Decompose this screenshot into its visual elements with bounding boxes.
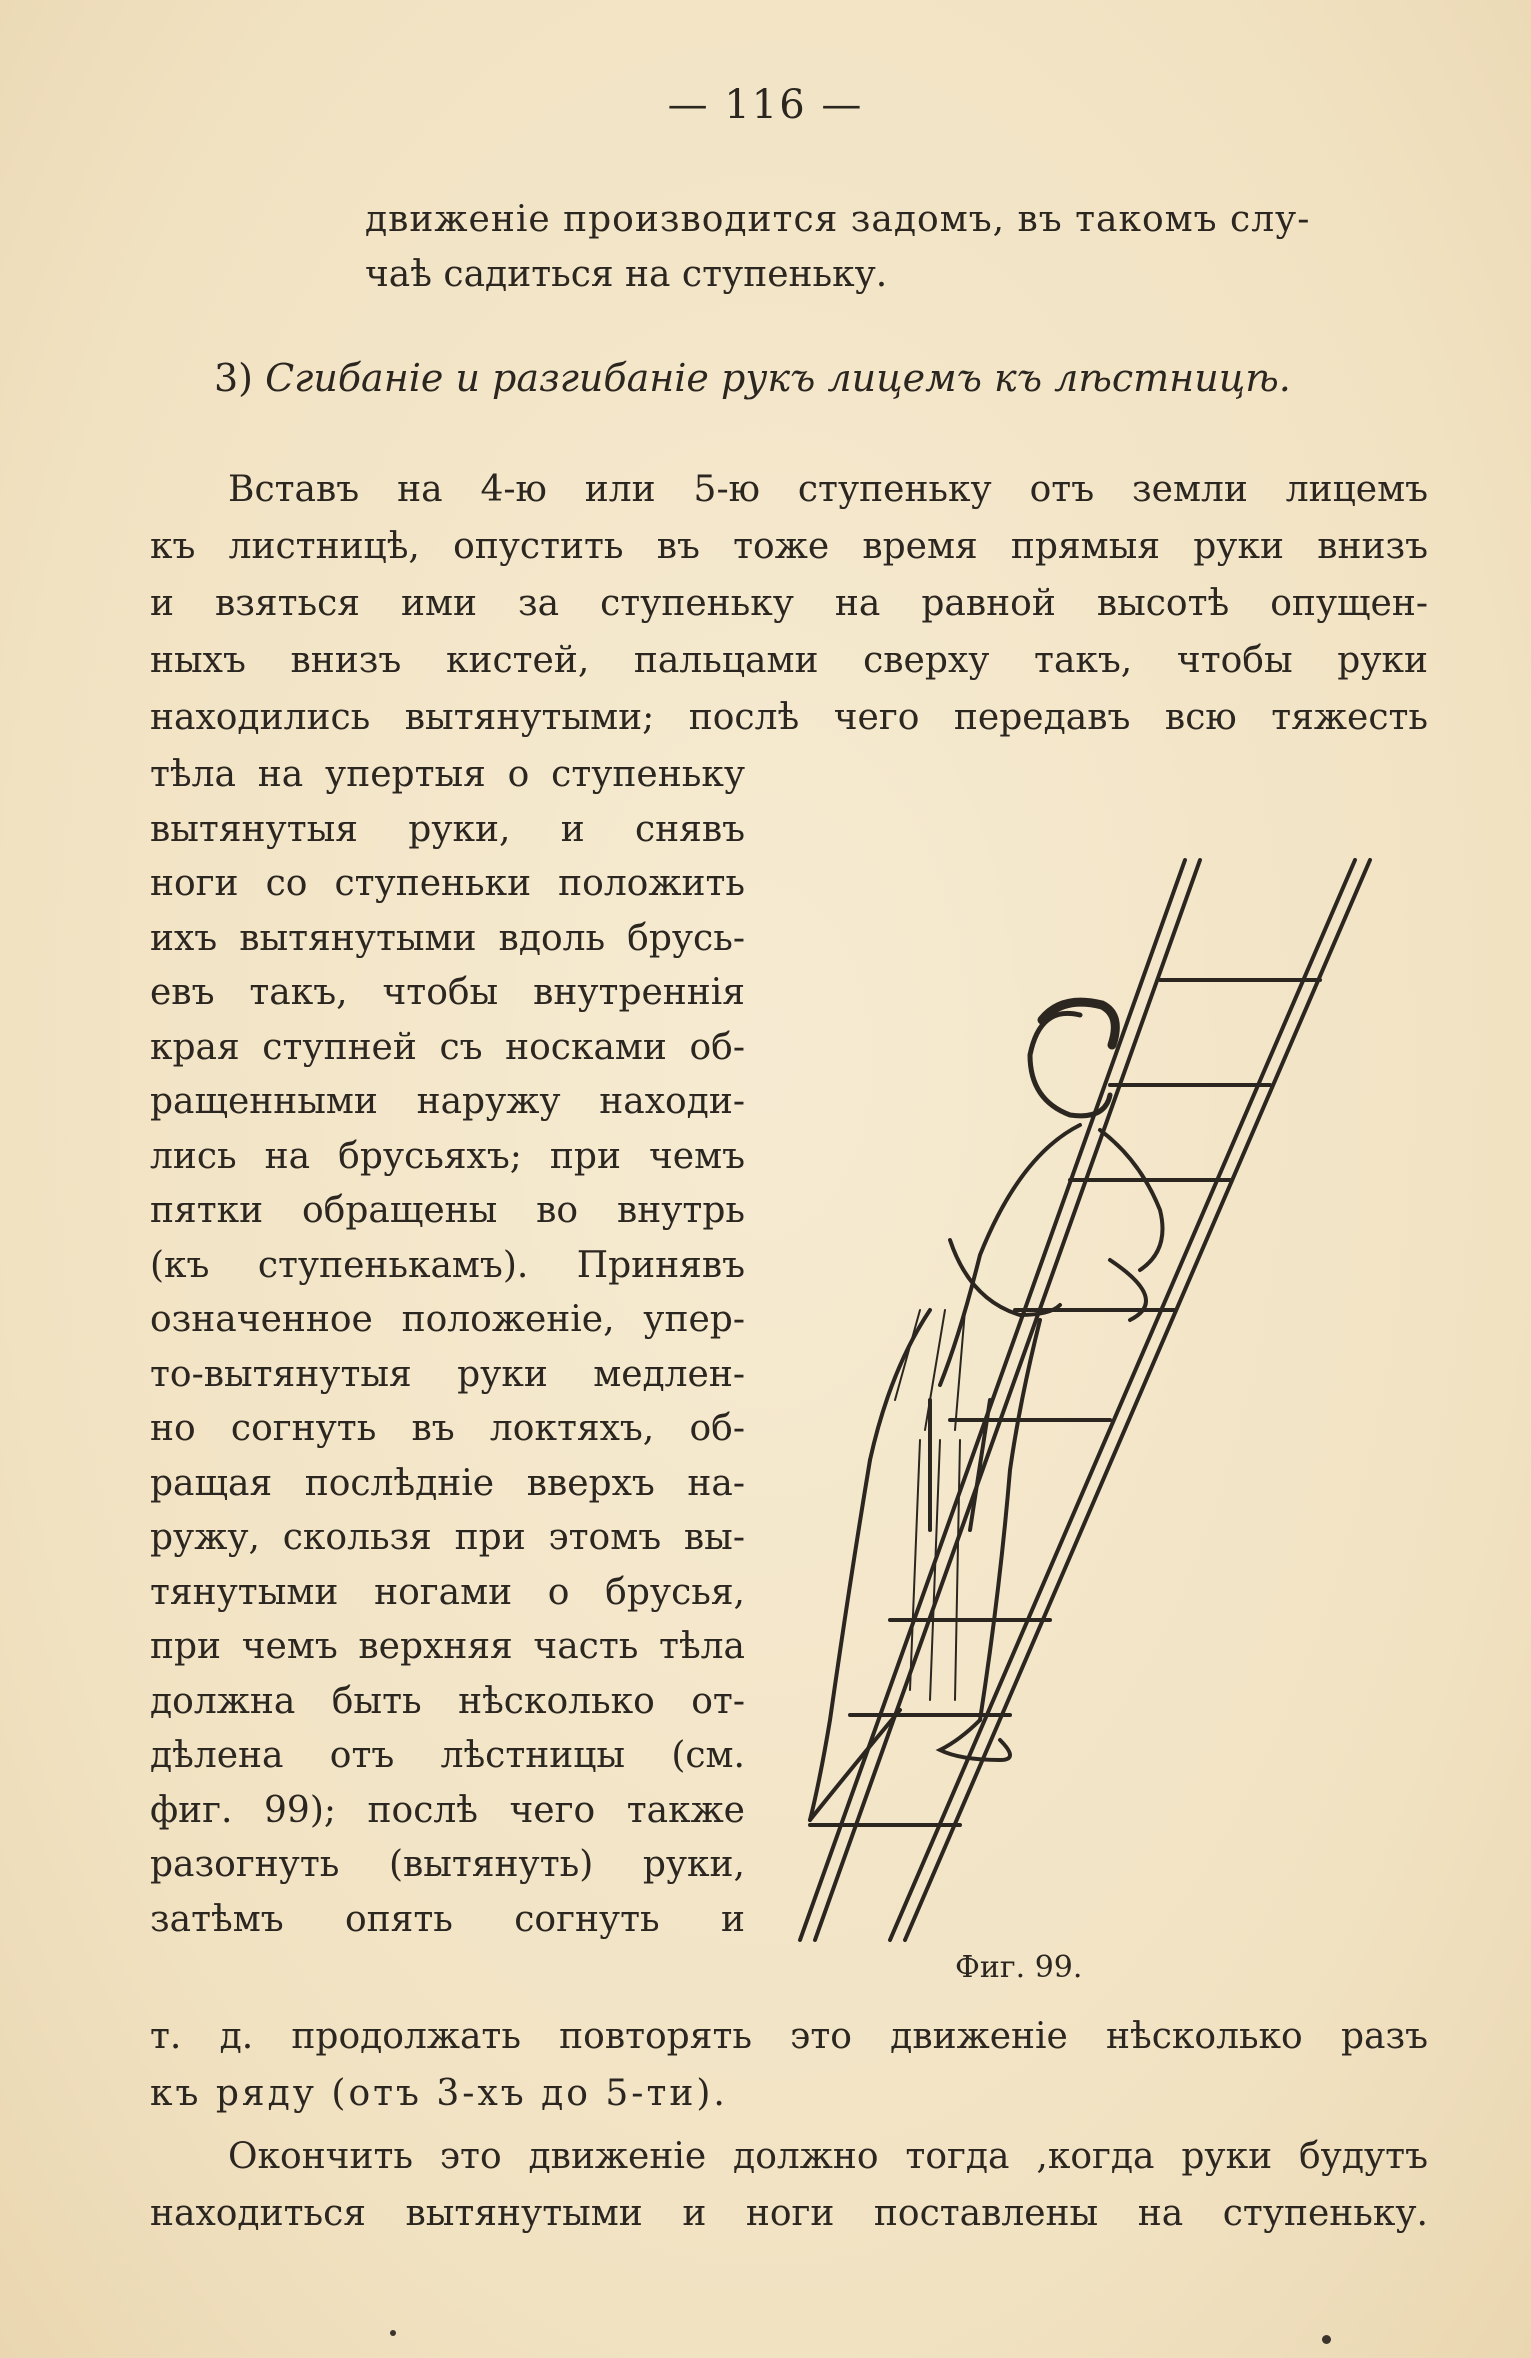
- paragraph-line: т. д. продолжать повторять это движеніе нѣсколько разъ: [150, 2016, 1428, 2057]
- paragraph-line: ращенными наружу находи-: [150, 1081, 745, 1122]
- paragraph-line: фиг. 99); послѣ чего также: [150, 1789, 745, 1831]
- ink-speck: [390, 2330, 396, 2336]
- section-title: Сгибаніе и разгибаніе рукъ лицемъ къ лѣстницѣ.: [265, 356, 1291, 400]
- paragraph-line: чаѣ садиться на ступеньку.: [365, 254, 888, 295]
- paragraph-line: разогнуть (вытянуть) руки,: [150, 1844, 745, 1885]
- paragraph-line: то-вытянутыя руки медлен-: [150, 1353, 745, 1395]
- paragraph-line: къ листницѣ, опустить въ тоже время прямыя руки внизъ: [150, 526, 1428, 567]
- paragraph-line: должна быть нѣсколько от-: [150, 1680, 745, 1722]
- paragraph-line: затѣмъ опять согнуть и: [150, 1898, 745, 1940]
- paragraph-line: находиться вытянутыми и ноги поставлены на ступеньку.: [150, 2193, 1428, 2234]
- figure-caption: Фиг. 99.: [955, 1950, 1083, 1985]
- paragraph-line: означенное положеніе, упер-: [150, 1299, 745, 1340]
- paragraph-line: и взяться ими за ступеньку на равной высотѣ опущен-: [150, 583, 1428, 624]
- paragraph-line: лись на брусьяхъ; при чемъ: [150, 1135, 745, 1177]
- paragraph-line: евъ такъ, чтобы внутреннія: [150, 972, 745, 1013]
- section-number: 3): [214, 356, 254, 400]
- paragraph-line: ружу, скользя при этомъ вы-: [150, 1517, 745, 1558]
- paragraph-line: вытянутыя руки, и снявъ: [150, 808, 745, 850]
- paragraph-line: но согнуть въ локтяхъ, об-: [150, 1408, 745, 1449]
- paragraph-line: находились вытянутыми; послѣ чего передавъ всю тяжесть: [150, 697, 1428, 738]
- paragraph-line: ращая послѣдніе вверхъ на-: [150, 1462, 745, 1504]
- paragraph-line: ихъ вытянутыми вдоль брусь-: [150, 917, 745, 959]
- paragraph-line: ноги со ступеньки положить: [150, 863, 745, 904]
- paragraph-line: (къ ступенькамъ). Принявъ: [150, 1244, 745, 1286]
- paragraph-line: края ступней съ носками об-: [150, 1026, 745, 1068]
- paragraph-line: дѣлена отъ лѣстницы (см.: [150, 1735, 745, 1776]
- paragraph-line: Окончить это движеніе должно тогда ,когда руки будутъ: [228, 2136, 1428, 2177]
- paragraph-line: Вставъ на 4-ю или 5-ю ступеньку отъ земли лицемъ: [228, 469, 1428, 510]
- paragraph-line: тѣла на упертыя о ступеньку: [150, 754, 745, 795]
- page-number: — 116 —: [667, 82, 864, 128]
- ladder-figure-illustration: [780, 840, 1400, 1950]
- paragraph-line: при чемъ верхняя часть тѣла: [150, 1626, 745, 1667]
- paragraph-line: пятки обращены во внутрь: [150, 1190, 745, 1231]
- paragraph-line: ныхъ внизъ кистей, пальцами сверху такъ, чтобы руки: [150, 640, 1428, 681]
- paragraph-line: тянутыми ногами о брусья,: [150, 1571, 745, 1613]
- ink-speck: [1322, 2335, 1331, 2344]
- paragraph-line: движеніе производится задомъ, въ такомъ слу-: [365, 199, 1311, 240]
- section-heading: [214, 356, 1291, 400]
- paragraph-line: къ ряду (отъ 3-хъ до 5-ти).: [150, 2073, 728, 2114]
